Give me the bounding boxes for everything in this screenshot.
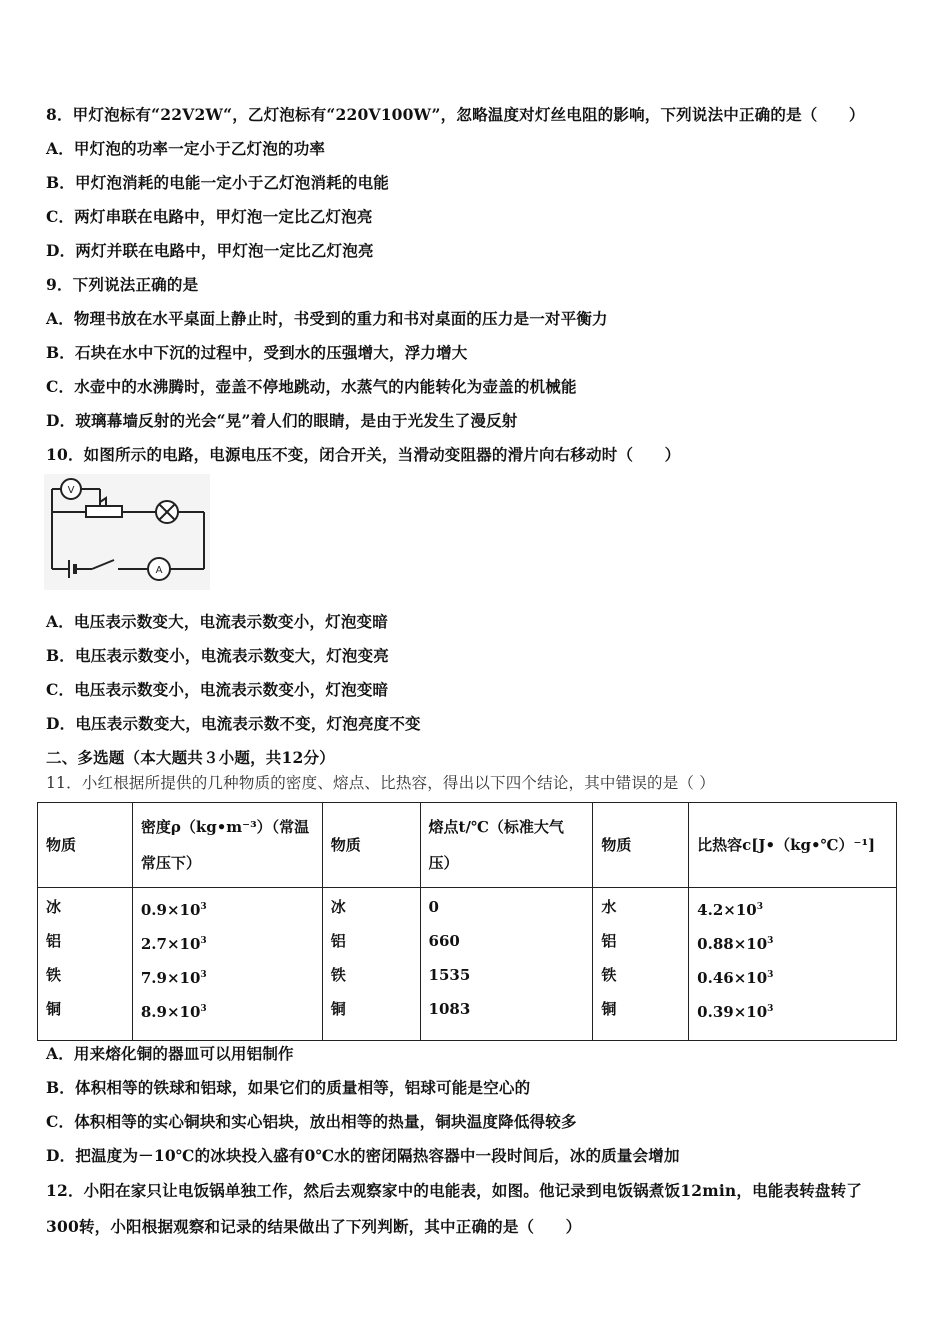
material: 铝: [601, 932, 617, 950]
melting-materials-cell: [322, 888, 420, 1041]
q9-option-c: C．水壶中的水沸腾时，壶盖不停地跳动，水蒸气的内能转化为壶盖的机械能: [46, 377, 577, 396]
material: 冰: [46, 898, 62, 916]
q11-option-d: D．把温度为－10℃的冰块投入盛有0℃水的密闭隔热容器中一段时间后，冰的质量会增加: [46, 1146, 680, 1165]
voltmeter-label: V: [67, 485, 75, 496]
value: 0: [428, 898, 439, 916]
table-header-row: [38, 803, 897, 888]
q9-option-a: A．物理书放在水平桌面上静止时，书受到的重力和书对桌面的压力是一对平衡力: [46, 309, 608, 328]
q9-option-d: D．玻璃幕墙反射的光会“晃”着人们的眼睛，是由于光发生了漫反射: [46, 411, 518, 430]
section-heading: 二、多选题（本大题共３小题，共12分）: [46, 748, 335, 767]
circuit-diagram: [44, 474, 210, 590]
q8-option-d: D．两灯并联在电路中，甲灯泡一定比乙灯泡亮: [46, 241, 374, 260]
value: $2.7\times 10^3$: [140, 935, 207, 953]
value: $0.9\times 10^3$: [140, 901, 207, 919]
rheostat-symbol: [86, 506, 122, 517]
q8-option-a: A．甲灯泡的功率一定小于乙灯泡的功率: [46, 139, 326, 158]
properties-table: [37, 802, 897, 1041]
density-materials-cell: [38, 888, 133, 1041]
q10-option-d: D．电压表示数变大，电流表示数不变，灯泡亮度不变: [46, 714, 421, 733]
q10-option-c: C．电压表示数变小，电流表示数变小，灯泡变暗: [46, 680, 389, 699]
value: $8.9\times 10^3$: [140, 1003, 207, 1021]
q11-option-c: C．体积相等的实心铜块和实心铝块，放出相等的热量，铜块温度降低得较多: [46, 1112, 577, 1131]
header-cell: 密度ρ（kg•m⁻³）（常温常压下）: [132, 803, 322, 888]
header-cell: 物质: [322, 803, 420, 888]
melting-values-cell: [420, 888, 593, 1041]
material: 铜: [601, 1000, 617, 1018]
value: 660: [428, 932, 460, 950]
material: 铁: [330, 966, 346, 984]
heat-materials-cell: [593, 888, 689, 1041]
header-cell: 比热容c[J•（kg•℃）⁻¹]: [689, 803, 897, 888]
q8-stem: 8．甲灯泡标有“22V2W“，乙灯泡标有“220V100W”，忽略温度对灯丝电阻的影响，下列说法中正确的是（ ）: [46, 105, 865, 124]
material: 冰: [330, 898, 346, 916]
material: 铜: [330, 1000, 346, 1018]
value: 1535: [428, 966, 471, 984]
ammeter-label: A: [155, 565, 163, 576]
table-row: [38, 888, 897, 1041]
q10-stem: 10．如图所示的电路，电源电压不变，闭合开关，当滑动变阻器的滑片向右移动时（ ）: [46, 445, 681, 464]
value: $0.88\times 10^3$: [697, 935, 774, 953]
q11-option-b: B．体积相等的铁球和铝球，如果它们的质量相等，铝球可能是空心的: [46, 1078, 531, 1097]
header-cell: 物质: [593, 803, 689, 888]
value: $7.9\times 10^3$: [140, 969, 207, 987]
header-cell: 物质: [38, 803, 133, 888]
material: 铁: [46, 966, 62, 984]
material: 水: [601, 898, 617, 916]
q12-stem-line1: 12．小阳在家只让电饭锅单独工作，然后去观察家中的电能表，如图。他记录到电饭锅煮饭12min，电能表转盘转了: [46, 1181, 863, 1200]
q11-stem: 11．小红根据所提供的几种物质的密度、熔点、比热容，得出以下四个结论，其中错误的是（ ）: [46, 774, 715, 792]
material: 铝: [330, 932, 346, 950]
value: 1083: [428, 1000, 471, 1018]
q10-option-a: A．电压表示数变大，电流表示数变小，灯泡变暗: [46, 612, 388, 631]
value: $0.46\times 10^3$: [697, 969, 774, 987]
q11-option-a: A．用来熔化铜的器皿可以用铝制作: [46, 1044, 294, 1063]
material: 铁: [601, 966, 617, 984]
material: 铜: [46, 1000, 62, 1018]
value: $0.39\times 10^3$: [697, 1003, 774, 1021]
density-values-cell: [132, 888, 322, 1041]
header-cell: 熔点t/℃（标准大气压）: [420, 803, 593, 888]
material: 铝: [46, 932, 62, 950]
q12-stem-line2: 300转，小阳根据观察和记录的结果做出了下列判断，其中正确的是（ ）: [46, 1217, 582, 1236]
q10-option-b: B．电压表示数变小，电流表示数变大，灯泡变亮: [46, 646, 390, 665]
q8-option-b: B．甲灯泡消耗的电能一定小于乙灯泡消耗的电能: [46, 173, 390, 192]
heat-values-cell: [689, 888, 897, 1041]
q8-option-c: C．两灯串联在电路中，甲灯泡一定比乙灯泡亮: [46, 207, 373, 226]
q9-option-b: B．石块在水中下沉的过程中，受到水的压强增大，浮力增大: [46, 343, 468, 362]
q9-stem: 9．下列说法正确的是: [46, 275, 199, 294]
value: $4.2\times 10^3$: [697, 901, 763, 919]
